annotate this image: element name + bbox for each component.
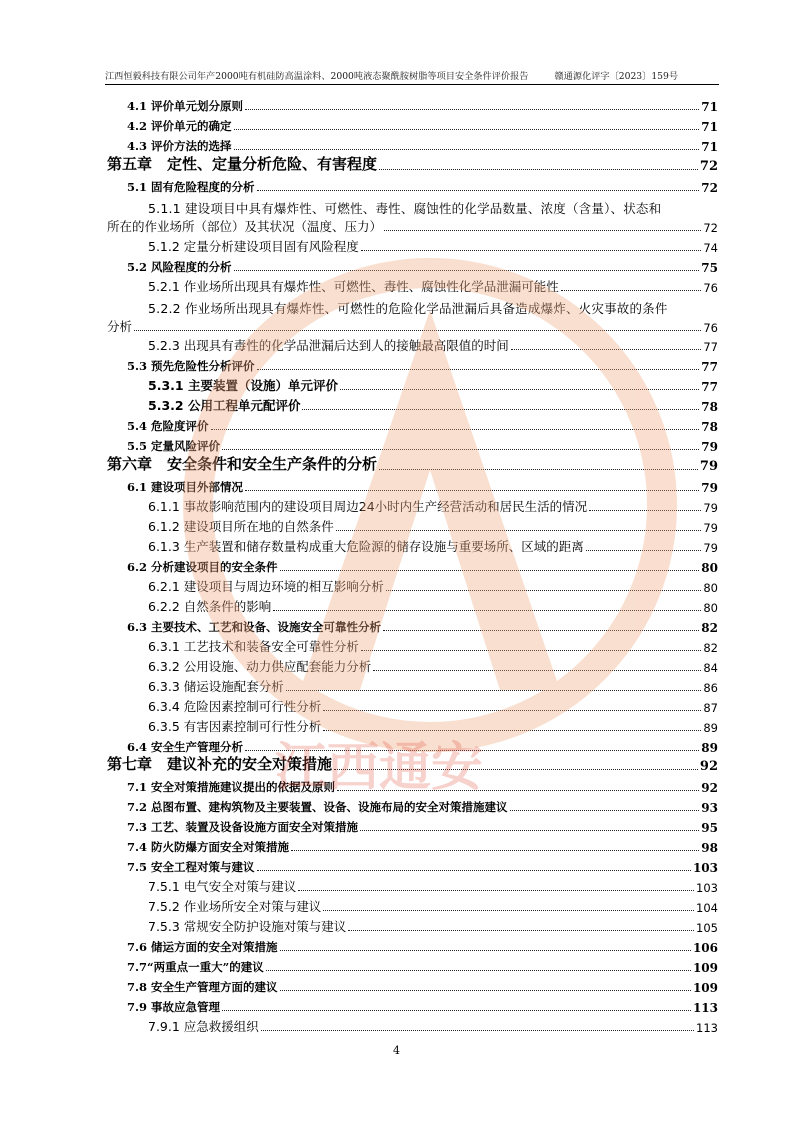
toc-leader-dots xyxy=(286,690,702,691)
toc-page-number: 79 xyxy=(699,459,718,475)
toc-entry[interactable] xyxy=(0,937,793,955)
toc-entry[interactable] xyxy=(0,376,793,394)
toc-page-number: 78 xyxy=(701,420,718,435)
toc-leader-dots xyxy=(379,169,698,170)
toc-entry[interactable] xyxy=(0,177,793,195)
toc-page-number: 79 xyxy=(703,541,718,555)
toc-page-number: 80 xyxy=(703,600,718,615)
toc-entry-title: 6.3 主要技术、工艺和设备、设施安全可靠性分析 xyxy=(127,619,382,634)
toc-leader-dots xyxy=(257,870,691,871)
toc-leader-dots xyxy=(336,530,702,531)
toc-entry[interactable] xyxy=(0,517,793,535)
header-title: 江西恒毅科技有限公司年产2000吨有机硅防高温涂料、2000吨液态聚酰胺树脂等项目安全条件评价报告 xyxy=(105,71,529,82)
toc-entry-title: 6.3.4 危险因素控制可行性分析 xyxy=(148,698,322,714)
toc-leader-dots xyxy=(383,630,699,631)
toc-page-number: 80 xyxy=(701,560,718,575)
toc-entry[interactable] xyxy=(0,917,793,935)
toc-leader-dots xyxy=(280,570,700,571)
toc-page-number: 113 xyxy=(696,1020,718,1035)
toc-page-number: 79 xyxy=(703,501,718,516)
toc-leader-dots xyxy=(340,389,699,390)
toc-page-number: 72 xyxy=(701,180,718,195)
toc-leader-dots xyxy=(280,950,691,951)
toc-page-number: 92 xyxy=(701,781,718,796)
toc-page-number: 79 xyxy=(701,481,718,496)
toc-page-number: 103 xyxy=(692,861,718,876)
toc-leader-dots xyxy=(323,910,694,911)
toc-entry-title: 5.4 危险度评价 xyxy=(127,419,209,434)
toc-entry[interactable] xyxy=(0,257,793,275)
toc-page-number: 106 xyxy=(692,941,718,956)
toc-entry-title: 6.3.1 工艺技术和装备安全可靠性分析 xyxy=(148,638,359,654)
toc-leader-dots xyxy=(291,850,699,851)
toc-entry-title: 7.9 事故应急管理 xyxy=(127,999,221,1014)
toc-entry-title: 5.5 定量风险评价 xyxy=(127,439,221,454)
toc-leader-dots xyxy=(261,1030,694,1031)
toc-entry-title: 7.7“两重点一重大”的建议 xyxy=(127,960,264,974)
toc-entry[interactable] xyxy=(0,997,793,1015)
toc-leader-dots xyxy=(510,810,700,811)
toc-leader-dots xyxy=(134,330,701,331)
toc-leader-dots xyxy=(586,550,702,551)
toc-leader-dots xyxy=(360,830,699,831)
toc-entry-title: 7.6 储运方面的安全对策措施 xyxy=(127,940,278,955)
toc-entry-title: 第六章 安全条件和安全生产条件的分析 xyxy=(107,455,378,474)
toc-entry-title: 6.2.2 自然条件的影响 xyxy=(148,598,272,614)
toc-entry[interactable] xyxy=(0,957,793,975)
toc-leader-dots xyxy=(373,670,701,671)
toc-leader-dots xyxy=(323,710,701,711)
toc-page-number: 82 xyxy=(703,640,718,655)
page-number: 4 xyxy=(393,1044,400,1057)
toc-page-number: 77 xyxy=(701,360,718,375)
toc-entry[interactable] xyxy=(0,356,793,374)
toc-entry[interactable] xyxy=(0,537,793,555)
toc-entry-title: 第七章 建议补充的安全对策措施 xyxy=(107,755,333,774)
toc-leader-dots xyxy=(273,610,701,611)
toc-entry-title: 6.4 安全生产管理分析 xyxy=(127,739,244,754)
toc-leader-dots xyxy=(245,490,699,491)
toc-page-number: 109 xyxy=(692,980,718,995)
toc-leader-dots xyxy=(561,290,702,291)
toc-page-number: 103 xyxy=(696,881,718,896)
toc-entry[interactable] xyxy=(0,597,793,615)
toc-entry[interactable] xyxy=(0,557,793,575)
toc-entry-title: 5.2.1 作业场所出现具有爆炸性、可燃性、毒性、腐蚀性化学品泄漏可能性 xyxy=(148,278,559,294)
toc-entry[interactable] xyxy=(0,497,793,515)
toc-leader-dots xyxy=(245,750,699,751)
toc-entry[interactable] xyxy=(0,277,793,295)
toc-entry[interactable] xyxy=(0,116,793,134)
toc-leader-dots xyxy=(234,270,700,271)
toc-entry[interactable] xyxy=(0,336,793,354)
toc-page-number: 79 xyxy=(701,440,718,455)
toc-page-number: 84 xyxy=(703,660,718,675)
toc-entry[interactable] xyxy=(0,637,793,655)
toc-entry[interactable] xyxy=(0,436,793,454)
toc-entry[interactable] xyxy=(0,416,793,434)
toc-page-number: 79 xyxy=(703,521,718,536)
toc-page-number: 109 xyxy=(692,961,718,975)
toc-chapter-entry[interactable] xyxy=(0,456,793,474)
toc-chapter-entry[interactable] xyxy=(0,156,793,174)
toc-entry[interactable] xyxy=(0,717,793,735)
toc-entry[interactable] xyxy=(0,857,793,875)
toc-entry-title: 5.2 风险程度的分析 xyxy=(127,259,232,274)
toc-leader-dots xyxy=(334,769,698,770)
toc-entry-title: 分析 xyxy=(107,318,133,334)
toc-entry-title: 6.2.1 建设项目与周边环境的相互影响分析 xyxy=(148,578,384,594)
toc-entry[interactable] xyxy=(0,677,793,695)
toc-entry-title: 6.3.3 储运设施配套分析 xyxy=(148,678,284,694)
toc-entry-title: 6.1.1 事故影响范围内的建设项目周边24小时内生产经营活动和居民生活的情况 xyxy=(148,499,588,515)
toc-entry-title: 7.2 总图布置、建构筑物及主要装置、设备、设施布局的安全对策措施建议 xyxy=(127,800,508,815)
toc-leader-dots xyxy=(348,930,694,931)
toc-entry-title: 4.2 评价单元的确定 xyxy=(127,118,232,133)
toc-leader-dots xyxy=(222,449,699,450)
toc-leader-dots xyxy=(386,590,702,591)
toc-entry-title: 7.5.2 作业场所安全对策与建议 xyxy=(148,899,322,915)
toc-entry-title: 6.3.2 公用设施、动力供应配套能力分析 xyxy=(148,658,372,674)
toc-page-number: 98 xyxy=(701,841,718,856)
toc-page-number: 80 xyxy=(703,580,718,595)
watermark-brand-text: 江西通安 xyxy=(275,738,484,798)
toc-page-number: 92 xyxy=(699,759,718,775)
toc-entry-title: 7.9.1 应急救援组织 xyxy=(148,1018,259,1034)
toc-entry-title: 5.3.1 主要装置（设施）单元评价 xyxy=(148,378,338,394)
toc-page-number: 89 xyxy=(701,740,718,755)
toc-leader-dots xyxy=(257,369,700,370)
toc-entry-title: 4.1 评价单元划分原则 xyxy=(127,99,244,113)
toc-page-number: 71 xyxy=(701,139,718,154)
toc-entry[interactable] xyxy=(0,1017,793,1035)
toc-entry[interactable] xyxy=(0,977,793,995)
toc-leader-dots xyxy=(266,970,691,971)
toc-entry-title: 7.8 安全生产管理方面的建议 xyxy=(127,979,278,994)
toc-leader-dots xyxy=(245,109,699,110)
toc-page-number: 77 xyxy=(701,380,718,395)
toc-page-number: 77 xyxy=(703,340,718,355)
toc-entry-title: 6.1.2 建设项目所在地的自然条件 xyxy=(148,519,334,535)
toc-page-number: 105 xyxy=(696,921,718,936)
toc-entry-title: 6.2 分析建设项目的安全条件 xyxy=(127,559,278,574)
toc-entry[interactable] xyxy=(0,136,793,154)
toc-entry-title: 5.3.2 公用工程单元配评价 xyxy=(148,398,301,414)
toc-leader-dots xyxy=(222,1010,691,1011)
toc-entry[interactable] xyxy=(0,737,793,755)
toc-entry-line1[interactable]: 5.1.1 建设项目中具有爆炸性、可燃性、毒性、腐蚀性的化学品数量、浓度（含量）、状态和 xyxy=(148,200,662,216)
toc-leader-dots xyxy=(234,129,700,130)
toc-entry[interactable] xyxy=(0,237,793,255)
toc-leader-dots xyxy=(211,429,700,430)
header-report-code: 赣通源化评字〔2023〕159号 xyxy=(554,71,679,82)
toc-entry[interactable] xyxy=(0,877,793,895)
toc-page-number: 113 xyxy=(692,1000,718,1015)
toc-page-number: 87 xyxy=(703,700,718,715)
toc-entry[interactable] xyxy=(0,217,793,235)
toc-page-number: 89 xyxy=(703,720,718,735)
toc-entry-title: 7.5.3 常规安全防护设施对策与建议 xyxy=(148,919,347,935)
toc-entry[interactable] xyxy=(0,477,793,495)
toc-entry-title: 5.1.2 定量分析建设项目固有风险程度 xyxy=(148,238,359,254)
toc-page-number: 72 xyxy=(703,220,718,235)
toc-page-number: 104 xyxy=(696,901,718,916)
toc-entry-title: 4.3 评价方法的选择 xyxy=(127,138,232,153)
toc-page-number: 76 xyxy=(703,320,718,335)
toc-page-number: 75 xyxy=(701,260,718,275)
toc-page-number: 74 xyxy=(703,240,718,255)
toc-leader-dots xyxy=(511,349,702,350)
toc-entry-title: 7.1 安全对策措施建议提出的依据及原则 xyxy=(127,780,336,795)
toc-page-number: 82 xyxy=(701,620,718,635)
toc-entry-title: 7.4 防火防爆方面安全对策措施 xyxy=(127,840,290,855)
toc-entry-title: 6.1 建设项目外部情况 xyxy=(127,480,244,495)
toc-page-number: 95 xyxy=(701,821,718,836)
toc-entry-title: 第五章 定性、定量分析危险、有害程度 xyxy=(107,154,378,173)
toc-leader-dots xyxy=(379,469,698,470)
toc-entry[interactable] xyxy=(0,317,793,335)
toc-leader-dots xyxy=(323,730,701,731)
toc-entry[interactable] xyxy=(0,897,793,915)
toc-entry[interactable] xyxy=(0,577,793,595)
toc-leader-dots xyxy=(337,790,699,791)
toc-entry[interactable] xyxy=(0,96,793,114)
toc-entry[interactable] xyxy=(0,617,793,635)
toc-entry-title: 6.1.3 生产装置和储存数量构成重大危险源的储存设施与重要场所、区域的距离 xyxy=(148,539,584,554)
toc-entry-title: 6.3.5 有害因素控制可行性分析 xyxy=(148,718,322,734)
toc-page-number: 93 xyxy=(701,801,718,816)
toc-page-number: 71 xyxy=(701,100,718,114)
toc-leader-dots xyxy=(302,409,699,410)
toc-page-number: 86 xyxy=(703,680,718,695)
toc-entry[interactable] xyxy=(0,396,793,414)
toc-leader-dots xyxy=(361,250,702,251)
toc-entry[interactable] xyxy=(0,657,793,675)
toc-entry-line1[interactable]: 5.2.2 作业场所出现具有爆炸性、可燃性的危险化学品泄漏后具备造成爆炸、火灾事故的条件 xyxy=(148,300,668,316)
toc-page-number: 76 xyxy=(703,280,718,295)
toc-leader-dots xyxy=(298,890,694,891)
toc-entry[interactable] xyxy=(0,837,793,855)
toc-leader-dots xyxy=(234,149,700,150)
toc-entry-title: 7.3 工艺、装置及设备设施方面安全对策措施 xyxy=(127,820,359,835)
toc-entry-title: 7.5.1 电气安全对策与建议 xyxy=(148,879,297,895)
toc-page-number: 71 xyxy=(701,119,718,134)
toc-entry-title: 5.3 预先危险性分析评价 xyxy=(127,359,255,374)
toc-entry-title: 5.2.3 出现具有毒性的化学品泄漏后达到人的接触最高限值的时间 xyxy=(148,338,509,354)
toc-leader-dots xyxy=(589,510,701,511)
toc-chapter-entry[interactable] xyxy=(0,756,793,774)
toc-leader-dots xyxy=(361,650,702,651)
toc-leader-dots xyxy=(384,230,701,231)
toc-leader-dots xyxy=(280,990,691,991)
toc-entry[interactable] xyxy=(0,817,793,835)
toc-leader-dots xyxy=(257,190,700,191)
toc-page-number: 72 xyxy=(699,158,718,174)
toc-entry-title: 7.5 安全工程对策与建议 xyxy=(127,860,255,875)
toc-page-number: 78 xyxy=(701,400,718,415)
toc-entry[interactable] xyxy=(0,797,793,815)
toc-entry-title: 5.1 固有危险程度的分析 xyxy=(127,179,255,194)
toc-entry[interactable] xyxy=(0,697,793,715)
toc-entry-title: 所在的作业场所（部位）及其状况（温度、压力） xyxy=(107,218,383,234)
toc-entry[interactable] xyxy=(0,777,793,795)
